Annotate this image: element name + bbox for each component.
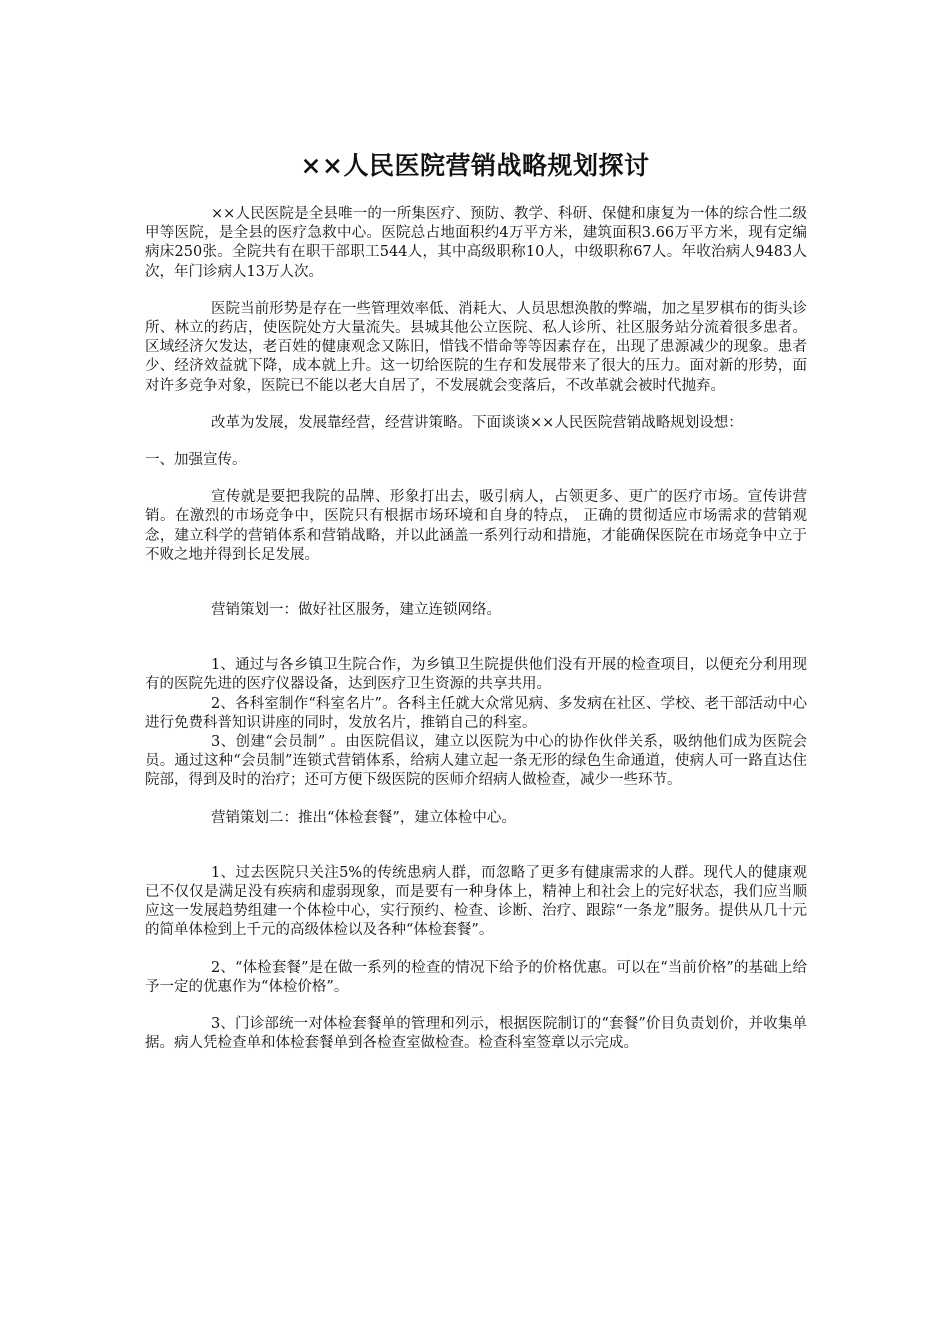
section-heading-publicity: 一、加强宣传。 [145,452,247,469]
document-title: ××人民医院营销战略规划探讨 [300,151,650,180]
list-item: 2、“体检套餐”是在做一系列的检查的情况下给予的价格优惠。可以在“当前价格”的基础上给予一定的优惠作为“体检价格”。 [145,959,807,995]
paragraph-reform-intro: 改革为发展，发展靠经营，经营讲策略。下面谈谈××人民医院营销战略规划设想： [211,414,743,431]
list-item: 3、创建“会员制” 。由医院倡议，建立以医院为中心的协作伙伴关系，吸纳他们成为医院会员。通过这种“会员制”连锁式营销体系，给病人建立起一条无形的绿色生命通道，使病人可一路直达住院部，得到及时的治疗；还可方便下级医院的医师介绍病人做检查，减少一些环节。 [145,734,807,789]
list-item: 1、过去医院只关注5%的传统患病人群，而忽略了更多有健康需求的人群。现代人的健康观已不仅仅是满足没有疾病和虚弱现象，而是要有一种身体上，精神上和社会上的完好状态，我们应当顺应这一发展趋势组建一个体检中心，实行预约、检查、诊断、治疗、跟踪“一条龙”服务。提供从几十元的简单体检到上千元的高级体检以及各种“体检套餐”。 [145,864,807,939]
paragraph-publicity: 宣传就是要把我院的品牌、形象打出去，吸引病人，占领更多、更广的医疗市场。宣传讲营销。在激烈的市场竞争中，医院只有根据市场环境和自身的特点， 正确的贯彻适应市场需求的营销观念，建立科学的营销体系和营销战略，并以此涵盖一系列行动和措施，才能确保医院在市场竞争中立于不败之地并得到长足发展。 [145,489,807,563]
plan-heading-community-service: 营销策划一：做好社区服务，建立连锁网络。 [211,602,501,619]
paragraph-current-situation: 医院当前形势是存在一些管理效率低、消耗大、人员思想涣散的弊端，加之星罗棋布的街头诊所、林立的药店，使医院处方大量流失。县城其他公立医院、私人诊所、社区服务站分流着很多患者。区域经济欠发达，老百姓的健康观念又陈旧，惜钱不惜命等等因素存在，出现了患源减少的现象。患者少、经济效益就下降，成本就上升。这一切给医院的生存和发展带来了很大的压力。面对新的形势，面对许多竞争对象，医院已不能以老大自居了，不发展就会变落后，不改革就会被时代抛弃。 [145,300,807,394]
paragraph-hospital-overview: ××人民医院是全县唯一的一所集医疗、预防、教学、科研、保健和康复为一体的综合性二级甲等医院，是全县的医疗急救中心。医院总占地面积约4万平方米，建筑面积3.66万平方米，现有定编病床250张。全院共有在职干部职工544人，其中高级职称10人，中级职称67人。年收治病人9483人次，年门诊病人13万人次。 [145,206,807,280]
list-item: 2、各科室制作“科室名片”。各科主任就大众常见病、多发病在社区、学校、老干部活动中心进行免费科普知识讲座的同时，发放名片，推销自己的科室。 [145,695,807,731]
list-item: 1、通过与各乡镇卫生院合作，为乡镇卫生院提供他们没有开展的检查项目，以便充分利用现有的医院先进的医疗仪器设备，达到医疗卫生资源的共享共用。 [145,657,807,693]
plan-heading-checkup-package: 营销策划二：推出“体检套餐”，建立体检中心。 [211,809,516,826]
document-body [145,205,807,1054]
list-item: 3、门诊部统一对体检套餐单的管理和列示，根据医院制订的“套餐”价目负责划价，并收集单据。病人凭检查单和体检套餐单到各检查室做检查。检查科室签章以示完成。 [145,1016,807,1052]
